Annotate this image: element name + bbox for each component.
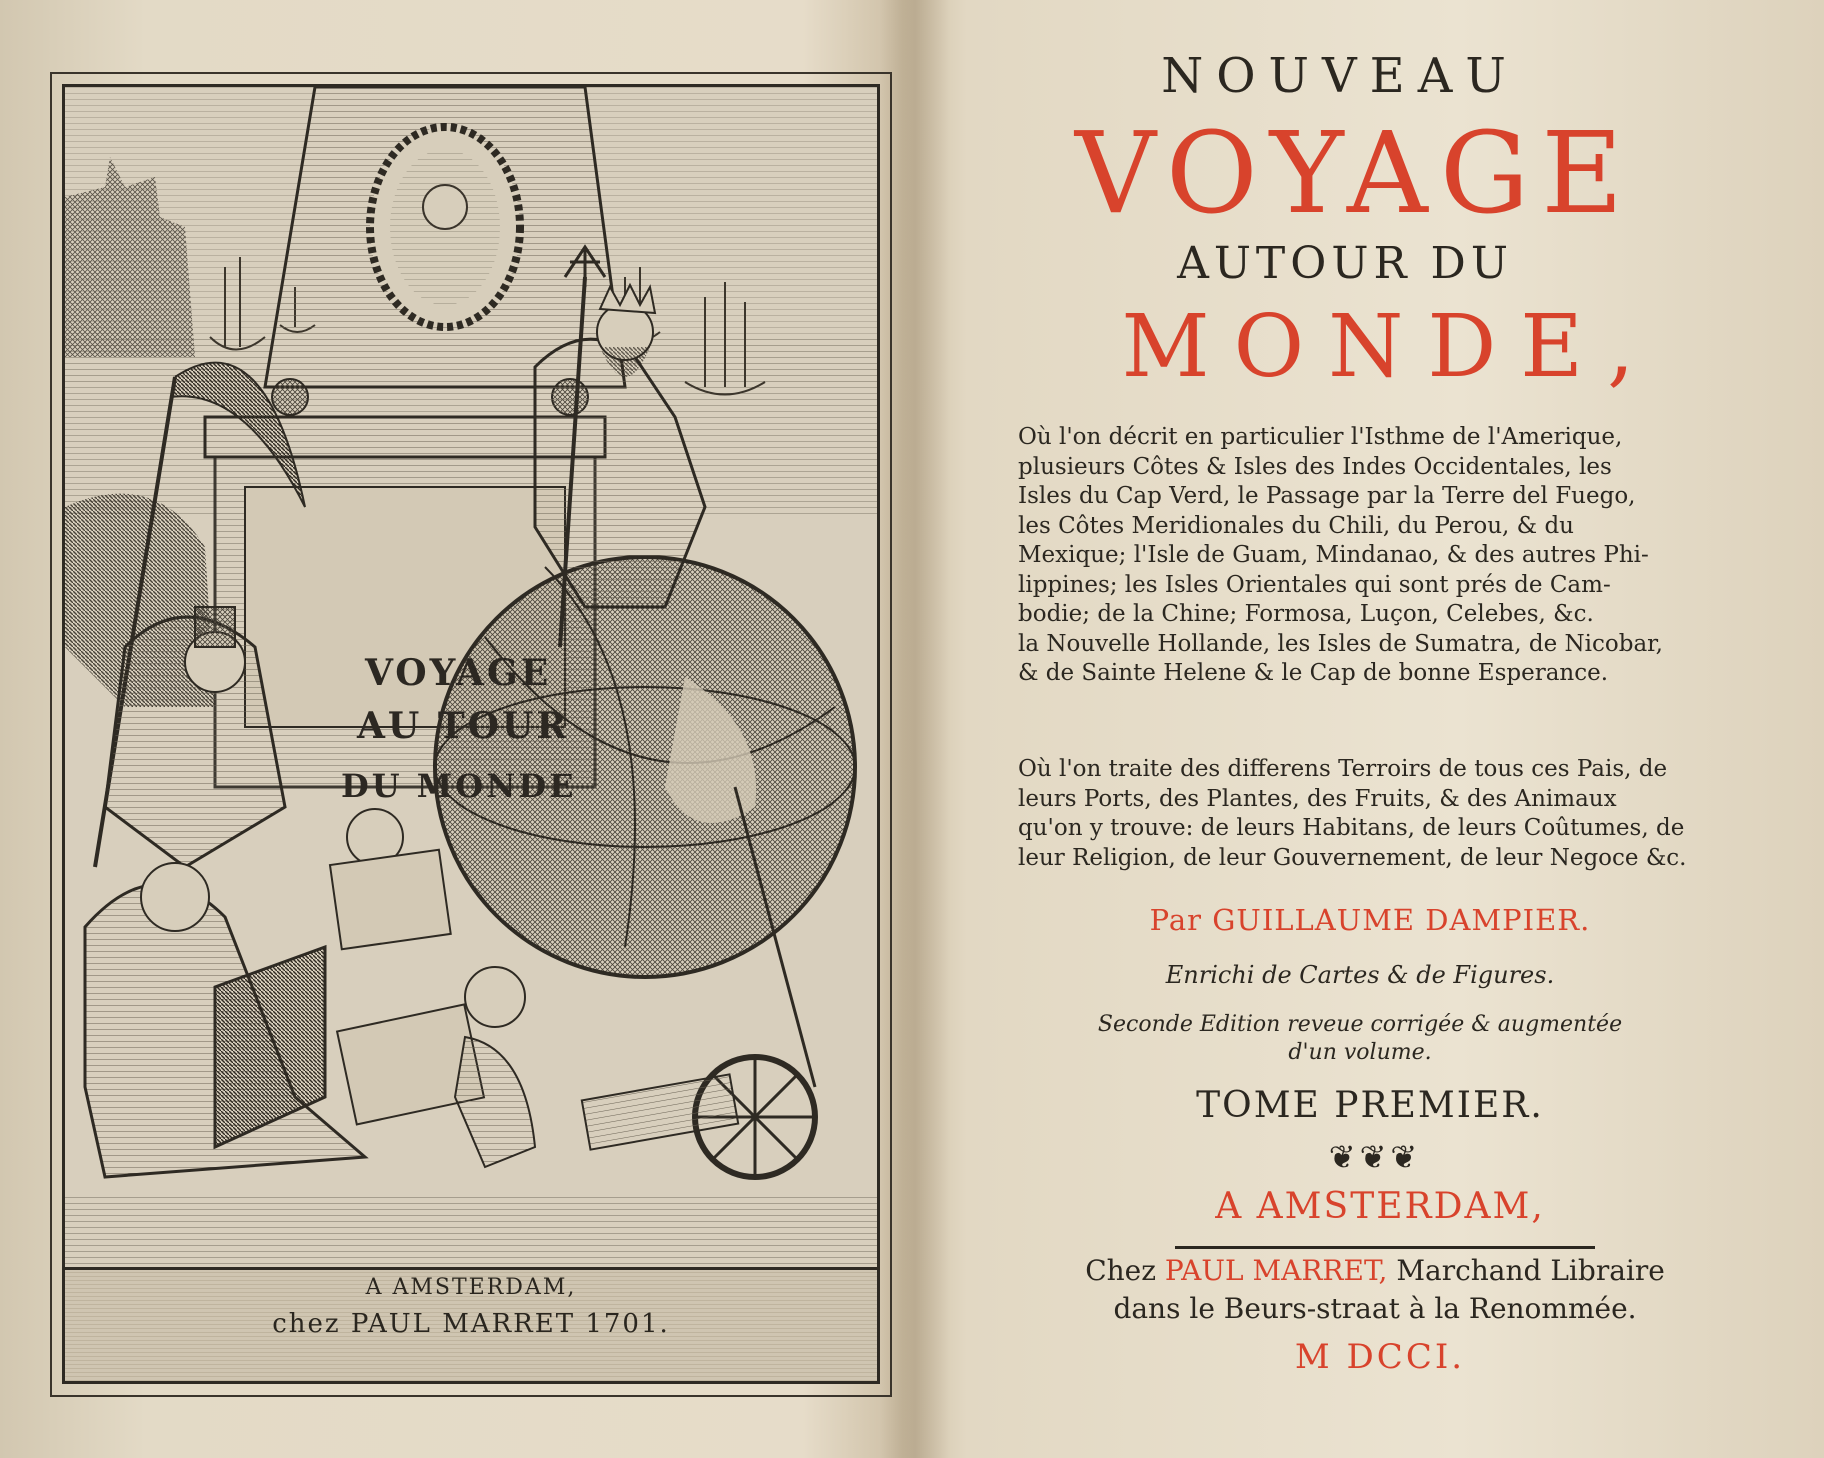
publisher-name: PAUL MARRET, bbox=[1164, 1254, 1388, 1287]
frontispiece-plate bbox=[62, 84, 880, 1384]
pedestal-title-line-1: VOYAGE bbox=[365, 652, 552, 694]
description-1-line: bodie; de la Chine; Formosa, Luçon, Celebes, &c. bbox=[1018, 601, 1594, 627]
description-2-line: Où l'on traite des differens Terroirs de tous ces Pais, de bbox=[1018, 756, 1668, 782]
publisher-address: dans le Beurs-straat à la Renommée. bbox=[1113, 1292, 1637, 1325]
title-voyage: VOYAGE bbox=[1074, 109, 1636, 239]
publisher-prefix: Chez bbox=[1085, 1254, 1156, 1287]
imprint-place: A AMSTERDAM, bbox=[1215, 1186, 1545, 1227]
author-prefix: Par bbox=[1149, 903, 1203, 937]
pedestal-title-line-2: AU TOUR bbox=[357, 705, 570, 747]
description-paragraph-2 bbox=[1018, 755, 1728, 873]
fleuron-ornament-icon: ❦❦❦ bbox=[1328, 1138, 1422, 1176]
title-monde: MONDE, bbox=[1121, 297, 1659, 397]
publisher-trade: Marchand Libraire bbox=[1396, 1254, 1665, 1287]
tome-heading: TOME PREMIER. bbox=[1196, 1085, 1544, 1126]
description-2-line: leurs Ports, des Plantes, des Fruits, & des Animaux bbox=[1018, 785, 1617, 812]
publisher-line bbox=[1010, 1254, 1740, 1288]
title-autour-du: AUTOUR DU bbox=[1177, 238, 1513, 289]
description-1-line: Mexique; l'Isle de Guam, Mindanao, & des autres Phi- bbox=[1018, 542, 1649, 568]
author-name: GUILLAUME DAMPIER. bbox=[1212, 903, 1591, 937]
description-1-line: la Nouvelle Hollande, les Isles de Sumatra, de Nicobar, bbox=[1018, 630, 1663, 657]
description-1-line: Où l'on décrit en particulier l'Isthme de l'Amerique, bbox=[1018, 424, 1623, 450]
plate-imprint-publisher: chez PAUL MARRET 1701. bbox=[272, 1309, 670, 1339]
description-1-line: les Côtes Meridionales du Chili, du Perou, & du bbox=[1018, 512, 1574, 539]
pedestal-title-line-3: DU MONDE bbox=[341, 767, 577, 805]
description-1-line: & de Sainte Helene & le Cap de bonne Esperance. bbox=[1018, 660, 1609, 686]
description-1-line: lippines; les Isles Orientales qui sont prés de Cam- bbox=[1018, 571, 1611, 598]
edition-note-line-1: Seconde Edition reveue corrigée & augmentée bbox=[1097, 1012, 1623, 1037]
plate-imprint-place: A AMSTERDAM, bbox=[365, 1275, 577, 1300]
description-1-line: plusieurs Côtes & Isles des Indes Occidentales, les bbox=[1018, 453, 1612, 480]
description-2-line: qu'on y trouve: de leurs Habitans, de leurs Coûtumes, de bbox=[1018, 815, 1685, 841]
title-nouveau: NOUVEAU bbox=[1161, 48, 1519, 104]
description-1-line: Isles du Cap Verd, le Passage par la Terre del Fuego, bbox=[1018, 483, 1636, 509]
description-2-line: leur Religion, de leur Gouvernement, de leur Negoce &c. bbox=[1018, 844, 1687, 871]
edition-note bbox=[1060, 1011, 1660, 1067]
enrichi-line: Enrichi de Cartes & de Figures. bbox=[1165, 961, 1555, 989]
edition-note-line-2: d'un volume. bbox=[1288, 1040, 1432, 1065]
author-line bbox=[1100, 903, 1640, 937]
imprint-rule bbox=[1175, 1246, 1595, 1249]
description-paragraph-1 bbox=[1018, 423, 1728, 689]
imprint-date: M DCCI. bbox=[1294, 1337, 1466, 1377]
